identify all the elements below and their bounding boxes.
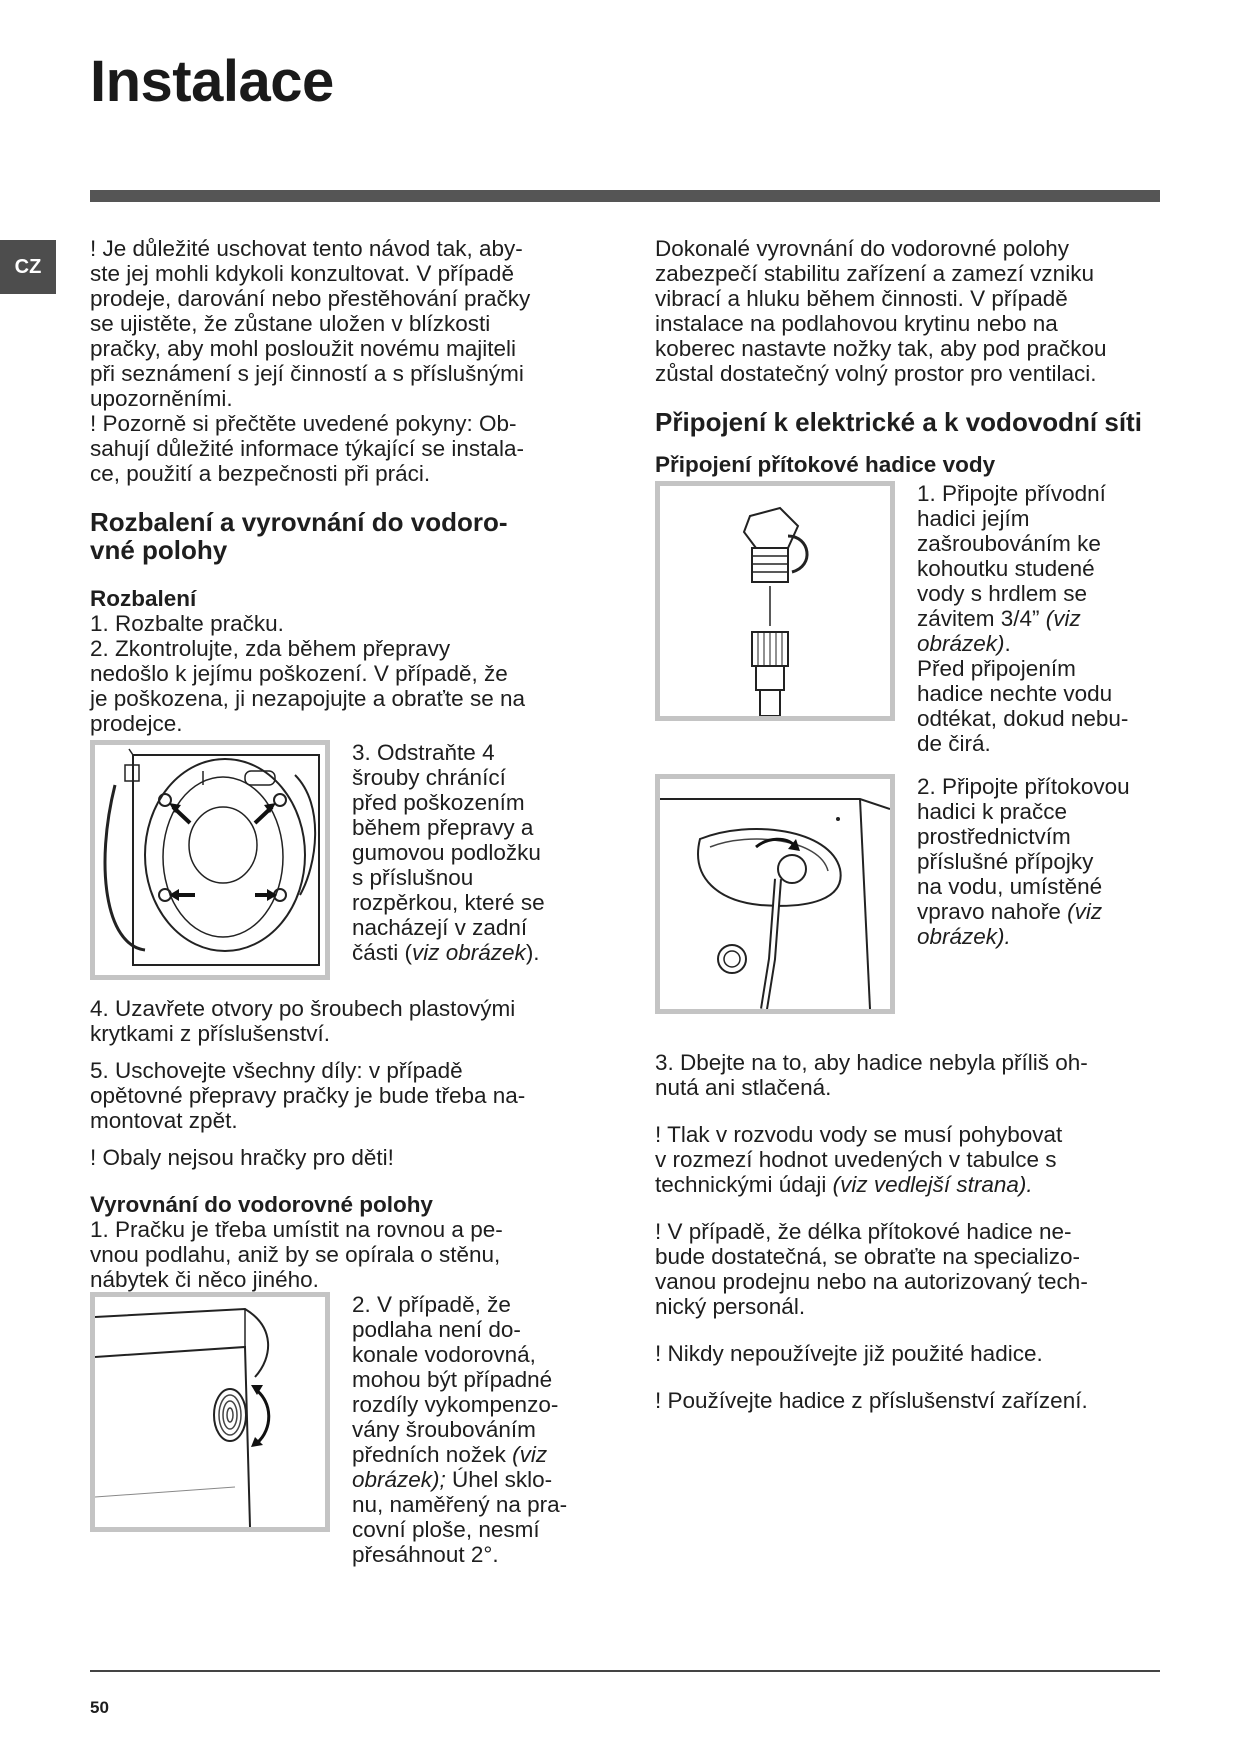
hose-length-note: ! V případě, že délka přítokové hadice ne- bude dostatečná, se obraťte na specializo- vanou prodejnu nebo na autorizovaný tech- nický personál.	[655, 1219, 1088, 1319]
page-number: 50	[90, 1698, 109, 1717]
step-4-cover-holes: 4. Uzavřete otvory po šroubech plastovými krytkami z příslušenství.	[90, 996, 516, 1046]
leveling-benefit-paragraph: Dokonalé vyrovnání do vodorovné polohy zabezpečí stabilitu zařízení a zamezí vzniku vibrací a hluku během činnosti. V případě instalace na podlahovou krytinu nebo na koberec nastavte nožky tak, aby pod pračkou zůstal dostatečný volný prostor pro ventilaci.	[655, 236, 1107, 386]
inlet-step-2: 2. Připojte přítokovou hadici k pračce prostřednictvím příslušné přípojky na vodu, umístěné vpravo nahoře (viz obrázek).	[917, 774, 1130, 949]
right-column	[655, 236, 1165, 1413]
section-heading-connections: Připojení k elektrické a k vodovodní síti	[655, 407, 1142, 437]
rear-panel-figure	[90, 740, 330, 980]
step-3-remove-screws: 3. Odstraňte 4 šrouby chránící před poškozením během přepravy a gumovou podložku s příslušnou rozpěrkou, které se nacházejí v zadní části (viz obrázek).	[352, 740, 545, 965]
leveling-foot-figure	[90, 1292, 330, 1532]
section-heading-unpacking: Rozbalení a vyrovnání do vodoro- vné polohy	[90, 507, 508, 565]
subheading-inlet-hose: Připojení přítokové hadice vody	[655, 452, 996, 477]
leveling-step-1: 1. Pračku je třeba umístit na rovnou a pe- vnou podlahu, aniž by se opírala o stěnu, nábytek či něco jiného.	[90, 1217, 503, 1292]
subheading-unpacking: Rozbalení	[90, 586, 197, 611]
adjustable-foot-illustration	[95, 1297, 325, 1527]
tap-and-hose-illustration	[660, 486, 890, 716]
bottom-divider	[90, 1670, 1160, 1672]
unpacking-steps: 1. Rozbalte pračku. 2. Zkontrolujte, zda během přepravy nedošlo k jejímu poškození. V případě, že je poškozena, ji nezapojujte a obraťte se na prodejce.	[90, 611, 525, 736]
leveling-step-2: 2. V případě, že podlaha není do- konale vodorovná, mohou být případné rozdíly vykompenzo- vány šroubováním předních nožek (viz obrázek); Úhel sklo- nu, naměřený na pra- covní ploše, nesmí přesáhnout 2°.	[352, 1292, 568, 1567]
inlet-step-1: 1. Připojte přívodní hadici jejím zašroubováním ke kohoutku studené vody s hrdlem se závitem 3/4” (viz obrázek). Před připojením hadice nechte vodu odtékat, dokud nebu- de čirá.	[917, 481, 1129, 756]
top-divider	[90, 190, 1160, 202]
subheading-leveling: Vyrovnání do vodorovné polohy	[90, 1192, 433, 1217]
accessory-hoses-note: ! Používejte hadice z příslušenství zařízení.	[655, 1388, 1088, 1413]
page-title: Instalace	[90, 49, 334, 114]
language-tab: CZ	[0, 240, 56, 294]
packaging-warning: ! Obaly nejsou hračky pro děti!	[90, 1145, 394, 1170]
intro-paragraph-2: ! Pozorně si přečtěte uvedené pokyny: Ob- sahují důležité informace týkající se instala- ce, použití a bezpečnosti při práci.	[90, 411, 524, 486]
inlet-step-3: 3. Dbejte na to, aby hadice nebyla příliš oh- nutá ani stlačená.	[655, 1050, 1088, 1100]
pressure-note: ! Tlak v rozvodu vody se musí pohybovat v rozmezí hodnot uvedených v tabulce s technickými údaji (viz vedlejší strana).	[655, 1122, 1063, 1197]
machine-inlet-figure	[655, 774, 895, 1014]
washer-back-illustration	[95, 745, 325, 975]
left-column	[90, 236, 590, 1567]
used-hoses-warning: ! Nikdy nepoužívejte již použité hadice.	[655, 1341, 1043, 1366]
washer-inlet-illustration	[660, 779, 890, 1009]
step-5-keep-parts: 5. Uschovejte všechny díly: v případě opětovné přepravy pračky je bude třeba na- montovat zpět.	[90, 1058, 526, 1133]
tap-connection-figure	[655, 481, 895, 721]
intro-paragraph-1: ! Je důležité uschovat tento návod tak, aby- ste jej mohli kdykoli konzultovat. V případě prodeje, darování nebo přestěhování pračky se ujistěte, že zůstane uložen v blízkosti pračky, aby mohl posloužit novému majiteli při seznámení s její činností a s příslušnými upozorněními.	[90, 236, 531, 411]
